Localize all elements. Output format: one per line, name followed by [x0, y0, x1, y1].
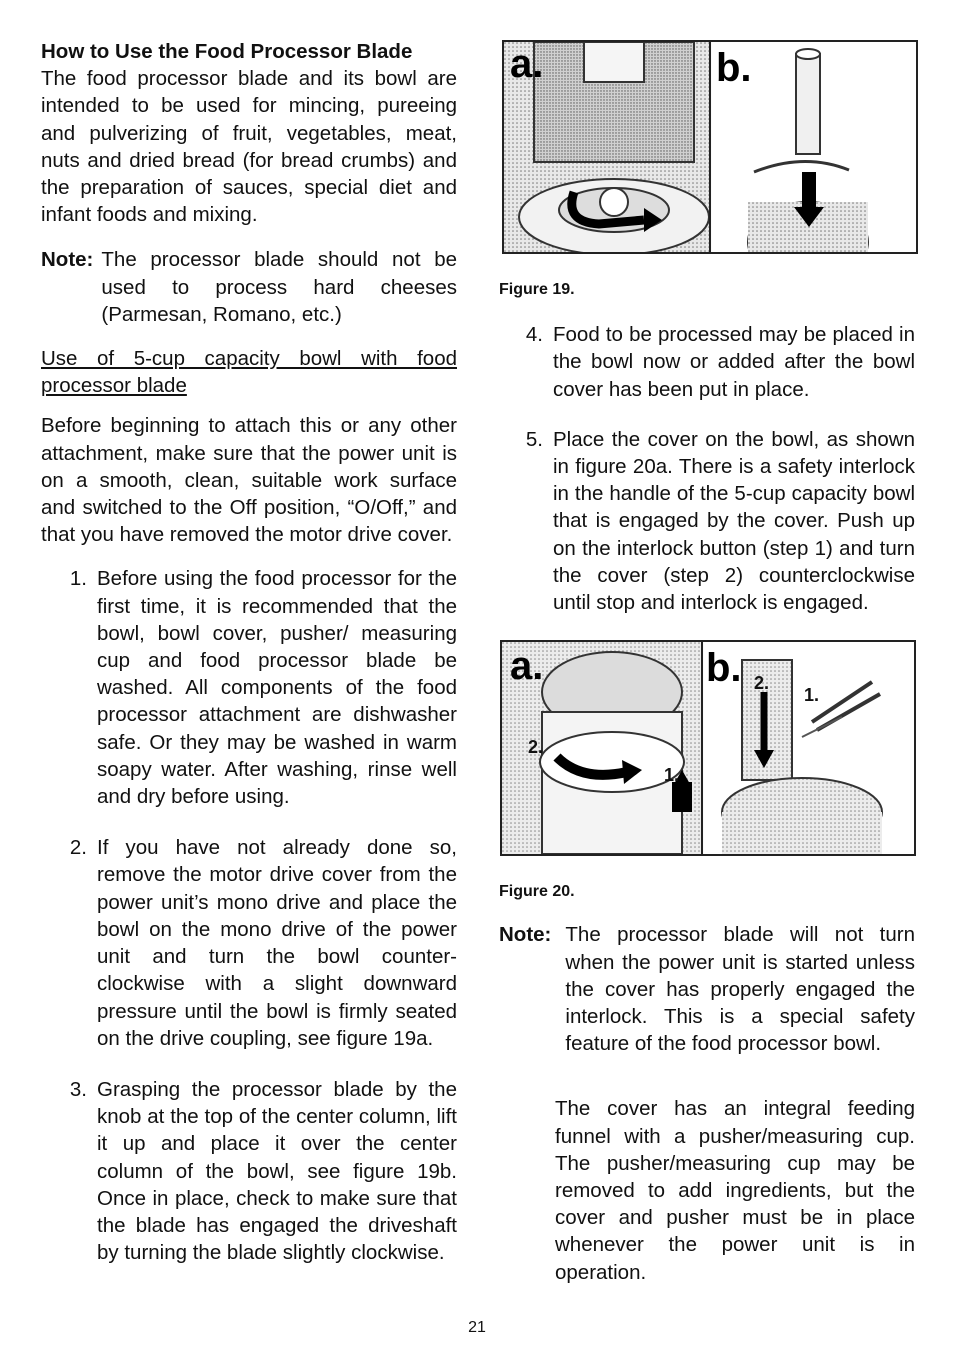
step-text: Food to be processed may be placed in the bowl now or added after the bowl cover has been put in place. [553, 323, 915, 401]
step-item [41, 834, 457, 1052]
figure-19-drawing [504, 42, 916, 252]
step-text: If you have not already done so, remove the motor drive cover from the power unit’s mono drive and place the bowl on the mono drive of the power unit and turn the bowl counter-clockwise with a slight downward pressure until the bowl is firmly seated on the drive coupling, see figure 19a. [97, 836, 457, 1050]
left-column [41, 38, 457, 1266]
figure-19a-label: a. [510, 42, 544, 86]
note-text: The processor blade should not be used to process hard cheeses (Parmesan, Romano, etc.) [101, 248, 457, 326]
step-number: 4. [525, 323, 543, 347]
note-text: The processor blade will not turn when the power unit is started unless the cover has properly engaged the interlock. This is a special safety feature of the food processor bowl. [565, 923, 915, 1056]
note-hard-cheese [41, 246, 457, 328]
step-number: 2. [69, 836, 87, 860]
step-item [499, 426, 915, 616]
step-number: 1. [69, 567, 87, 591]
step-item [41, 1076, 457, 1266]
closing-paragraph: The cover has an integral feeding funnel with a pusher/measuring cup. The pusher/measuring cup may be removed to add ingredients, but the cover and pusher must be in place whenever the power unit is in operation. [555, 1097, 915, 1284]
figure-20-illustration [500, 640, 916, 856]
page-number: 21 [468, 1319, 486, 1336]
intro-paragraph: The food processor blade and its bowl are intended to be used for mincing, pureeing and pulverizing of fruit, vegetables, meat, nuts and dried bread (for bread crumbs) and the preparation of sauces, special diet and infant foods and mixing. [41, 67, 457, 227]
figure-20b-label: b. [706, 646, 742, 691]
figure-19-caption: Figure 19. [499, 281, 575, 298]
figure-20a-step1-label: 1. [664, 765, 680, 786]
step-text: Before using the food processor for the first time, it is recommended that the bowl, bowl cover, pusher/ measuring cup and food processor blade be washed. All components of the food processor attachment are dishwasher safe. Or they may be washed in warm soapy water. After washing, rinse well and dry before using. [97, 567, 457, 809]
right-column [499, 40, 915, 1286]
subheading-5-cup-bowl: Use of 5-cup capacity bowl with food processor blade [41, 347, 457, 398]
step-number: 5. [525, 427, 543, 451]
figure-19b-label: b. [716, 46, 752, 90]
section-heading: How to Use the Food Processor Blade [41, 40, 413, 63]
figure-20b-step2-label: 2. [754, 673, 770, 694]
figure-20-caption: Figure 20. [499, 883, 575, 901]
steps-list-right [499, 321, 915, 616]
note-label: Note: [41, 248, 94, 272]
figure-20a-label: a. [510, 644, 544, 689]
figure-19-illustration [502, 40, 918, 254]
step-number: 3. [69, 1077, 87, 1101]
figure-20a-step2-label: 2. [528, 737, 544, 758]
before-beginning-paragraph: Before beginning to attach this or any other attachment, make sure that the power unit is on a smooth, clean, suitable work surface and switched to the Off position, “O/Off,” and that you have removed the motor drive cover. [41, 414, 457, 547]
step-item [41, 565, 457, 810]
steps-list-left [41, 565, 457, 1266]
figure-20b-step1-label: 1. [804, 685, 820, 706]
step-item [499, 321, 915, 403]
step-text: Grasping the processor blade by the knob at the top of the center column, lift it up and place it over the center column of the bowl, see figure 19b. Once in place, check to make sure that the blade has engaged the driveshaft by turning the blade slightly clockwise. [97, 1077, 457, 1265]
note-interlock [499, 921, 915, 1057]
step-text: Place the cover on the bowl, as shown in figure 20a. There is a safety interlock in the handle of the 5-cup capacity bowl that is engaged by the cover. Push up on the interlock button (step 1) and turn the cover (step 2) counterclockwise until stop and interlock is engaged. [553, 427, 915, 615]
note-label: Note: [499, 923, 552, 947]
